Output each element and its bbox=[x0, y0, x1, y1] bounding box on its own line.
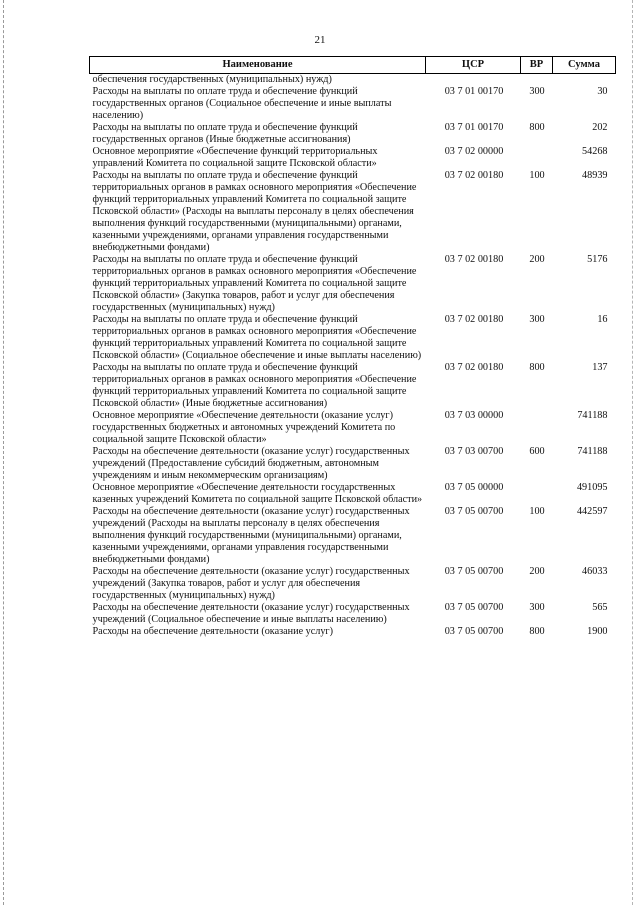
cell-vr bbox=[521, 146, 553, 170]
table-row bbox=[90, 170, 616, 254]
page-number: 21 bbox=[314, 34, 326, 46]
cell-csr: 03 7 05 00700 bbox=[444, 506, 504, 517]
cell-sum: 1900 bbox=[587, 626, 608, 637]
cell-sum: 30 bbox=[597, 86, 608, 97]
cell-name: Расходы на выплаты по оплате труда и обеспечение функций территориальных органов в рамках основного мероприятия «Обеспечение функций территориальных управлений Комитета по социальной защите Псковской области» (Социальное обеспечение и иные выплаты населению) bbox=[92, 314, 422, 361]
cell-sum: 46033 bbox=[582, 566, 608, 577]
cell-name: Расходы на выплаты по оплате труда и обеспечение функций государственных органов (Иные бюджетные ассигнования) bbox=[92, 122, 358, 145]
cell-sum bbox=[553, 74, 616, 87]
table-row bbox=[90, 362, 616, 410]
table-row bbox=[90, 626, 616, 638]
table-row bbox=[90, 254, 616, 314]
table-row bbox=[90, 446, 616, 482]
table-row bbox=[90, 86, 616, 122]
cell-vr bbox=[521, 410, 553, 446]
table-row bbox=[90, 506, 616, 566]
cell-sum: 202 bbox=[592, 122, 608, 133]
cell-name: Основное мероприятие «Обеспечение деятельности (оказание услуг) государственных бюджетных и автономных учреждений Комитета по социальной защите Псковской области» bbox=[92, 410, 396, 445]
cell-vr: 100 bbox=[529, 170, 545, 181]
cell-sum: 48939 bbox=[582, 170, 608, 181]
cell-csr: 03 7 05 00700 bbox=[444, 626, 504, 637]
header-name: Наименование bbox=[90, 57, 426, 74]
cell-csr: 03 7 02 00180 bbox=[444, 254, 504, 265]
cell-sum: 741188 bbox=[577, 410, 608, 421]
table-header-row bbox=[90, 57, 616, 74]
budget-table bbox=[89, 56, 616, 638]
cell-sum: 442597 bbox=[576, 506, 608, 517]
cell-vr: 300 bbox=[529, 602, 545, 613]
cell-name: Основное мероприятие «Обеспечение деятельности государственных казенных учреждений Комитета по социальной защите Псковской области» bbox=[92, 482, 423, 505]
cell-name: обеспечения государственных (муниципальных) нужд) bbox=[92, 74, 332, 85]
cell-vr: 200 bbox=[529, 566, 545, 577]
cell-name: Расходы на выплаты по оплате труда и обеспечение функций территориальных органов в рамках основного мероприятия «Обеспечение функций территориальных управлений Комитета по социальной защите Псковской области» (Закупка товаров, работ и услуг для обеспечения государственных (муниципальных) нужд) bbox=[92, 254, 417, 313]
cell-name: Расходы на обеспечение деятельности (оказание услуг) государственных учреждений (Закупка товаров, работ и услуг для обеспечения государственных (муниципальных) нужд) bbox=[92, 566, 410, 601]
cell-csr: 03 7 03 00000 bbox=[444, 410, 504, 421]
table-row bbox=[90, 566, 616, 602]
cell-csr: 03 7 02 00000 bbox=[444, 146, 504, 157]
cell-name: Расходы на обеспечение деятельности (оказание услуг) государственных учреждений (Социальное обеспечение и иные выплаты населению) bbox=[92, 602, 410, 625]
table-row bbox=[90, 602, 616, 626]
cell-sum: 16 bbox=[597, 314, 608, 325]
cell-csr: 03 7 02 00180 bbox=[444, 362, 504, 373]
cell-csr: 03 7 02 00180 bbox=[444, 314, 504, 325]
cell-csr: 03 7 05 00700 bbox=[444, 566, 504, 577]
scan-right-edge bbox=[632, 0, 634, 905]
cell-name: Расходы на обеспечение деятельности (оказание услуг) bbox=[92, 626, 334, 637]
cell-csr: 03 7 01 00170 bbox=[444, 122, 504, 133]
cell-csr bbox=[426, 74, 521, 87]
table-row bbox=[90, 482, 616, 506]
cell-vr: 200 bbox=[529, 254, 545, 265]
table-row bbox=[90, 146, 616, 170]
cell-sum: 54268 bbox=[582, 146, 608, 157]
cell-sum: 741188 bbox=[577, 446, 608, 457]
header-csr: ЦСР bbox=[426, 57, 521, 74]
cell-csr: 03 7 01 00170 bbox=[444, 86, 504, 97]
cell-vr: 100 bbox=[529, 506, 545, 517]
cell-vr: 300 bbox=[529, 86, 545, 97]
header-sum: Сумма bbox=[553, 57, 616, 74]
header-vr: ВР bbox=[521, 57, 553, 74]
cell-vr: 300 bbox=[529, 314, 545, 325]
cell-vr: 800 bbox=[529, 122, 545, 133]
table-row bbox=[90, 410, 616, 446]
cell-name: Расходы на выплаты по оплате труда и обеспечение функций территориальных органов в рамках основного мероприятия «Обеспечение функций территориальных управлений Комитета по социальной защите Псковской области» (Расходы на выплаты персоналу в целях обеспечения выполнения функций государственными (муниципальными) органами, казенными учреждениями, органами управления государственными внебюджетными фондами) bbox=[92, 170, 417, 253]
cell-sum: 491095 bbox=[576, 482, 608, 493]
cell-vr: 600 bbox=[529, 446, 545, 457]
cell-name: Расходы на обеспечение деятельности (оказание услуг) государственных учреждений (Предоставление субсидий бюджетным, автономным учреждениям и иным некоммерческим организациям) bbox=[92, 446, 410, 481]
cell-csr: 03 7 05 00000 bbox=[444, 482, 504, 493]
cell-vr: 800 bbox=[529, 362, 545, 373]
cell-name: Основное мероприятие «Обеспечение функций территориальных управлений Комитета по социальной защите Псковской области» bbox=[92, 146, 378, 169]
cell-vr: 800 bbox=[529, 626, 545, 637]
table-row bbox=[90, 314, 616, 362]
cell-sum: 565 bbox=[592, 602, 608, 613]
cell-name: Расходы на обеспечение деятельности (оказание услуг) государственных учреждений (Расходы на выплаты персоналу в целях обеспечения выполнения функций государственными (муниципальными) органами, казенными учреждениями, органами управления государственными внебюджетными фондами) bbox=[92, 506, 410, 565]
cell-sum: 137 bbox=[592, 362, 608, 373]
table-row bbox=[90, 122, 616, 146]
cell-sum: 5176 bbox=[587, 254, 608, 265]
cell-name: Расходы на выплаты по оплате труда и обеспечение функций государственных органов (Социальное обеспечение и иные выплаты населению) bbox=[92, 86, 392, 121]
cell-name: Расходы на выплаты по оплате труда и обеспечение функций территориальных органов в рамках основного мероприятия «Обеспечение функций территориальных управлений Комитета по социальной защите Псковской области» (Иные бюджетные ассигнования) bbox=[92, 362, 417, 409]
cell-vr bbox=[521, 482, 553, 506]
scan-left-edge bbox=[3, 0, 5, 905]
cell-vr bbox=[521, 74, 553, 87]
table-row bbox=[90, 74, 616, 87]
cell-csr: 03 7 02 00180 bbox=[444, 170, 504, 181]
cell-csr: 03 7 03 00700 bbox=[444, 446, 504, 457]
cell-csr: 03 7 05 00700 bbox=[444, 602, 504, 613]
